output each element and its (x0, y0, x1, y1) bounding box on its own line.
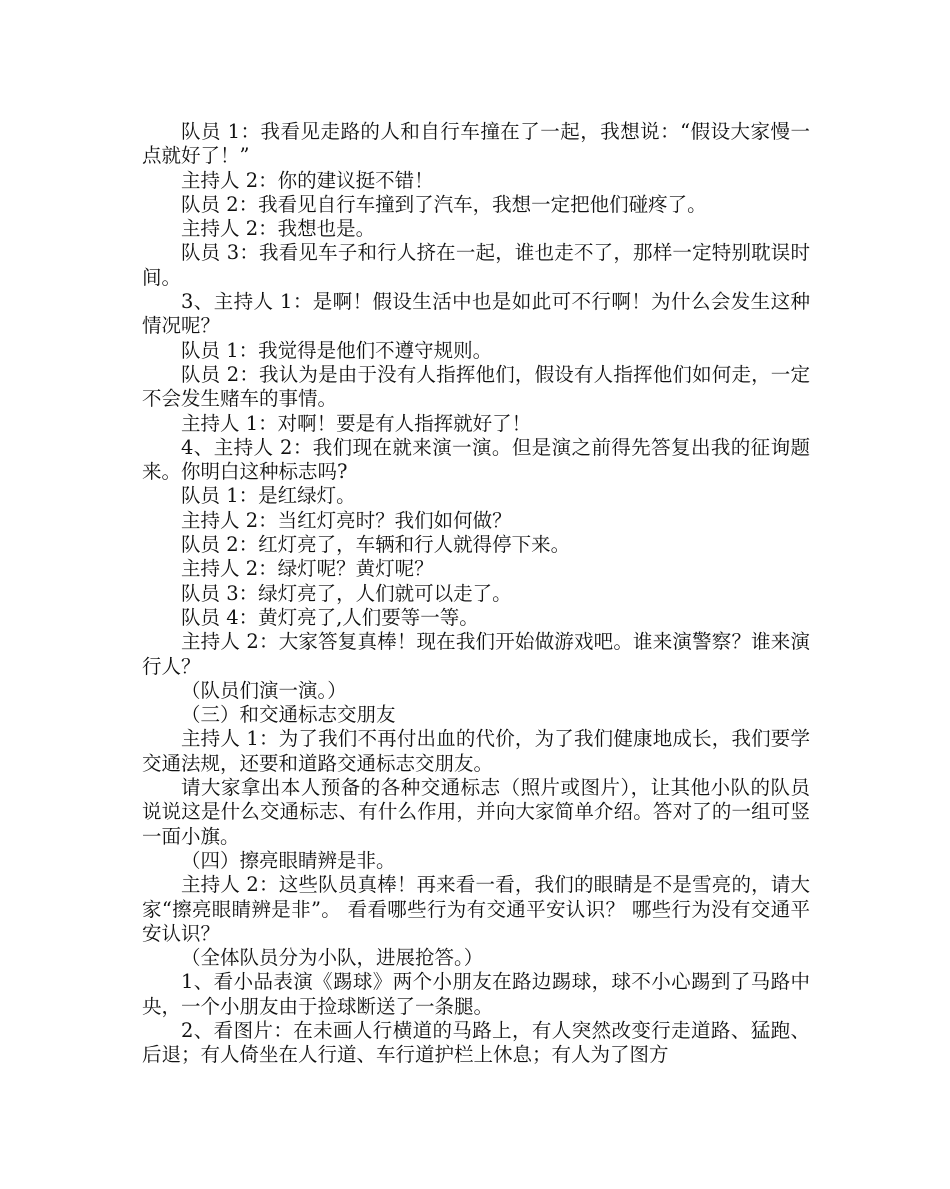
paragraph-14: 主持人 2：绿灯呢？黄灯呢？ (181, 557, 434, 581)
paragraph-20: 主持人 1：为了我们不再付出血的代价，为了我们健康地成长，我们要学交通法规，还要和道路交通标志交朋友。 (142, 727, 810, 775)
paragraph-6: 3、主持人 1：是啊！假设生活中也是如此可不行啊！为什么会发生这种情况呢？ (142, 290, 810, 338)
paragraph-16: 队员 4：黄灯亮了,人们要等一等。 (181, 605, 479, 629)
paragraph-9: 主持人 1：对啊！要是有人指挥就好了！ (181, 411, 532, 435)
paragraph-12: 主持人 2：当红灯亮时？我们如何做？ (181, 508, 512, 532)
paragraph-23: 主持人 2：这些队员真棒！再来看一看，我们的眼睛是不是雪亮的，请大家“擦亮眼睛辨是非”。 看看哪些行为有交通平安认识？ 哪些行为没有交通平安认识？ (142, 873, 810, 945)
paragraph-3: 队员 2：我看见自行车撞到了汽车，我想一定把他们碰疼了。 (181, 192, 707, 216)
paragraph-8: 队员 2：我认为是由于没有人指挥他们，假设有人指挥他们如何走，一定不会发生赌车的事情。 (142, 362, 810, 411)
paragraph-15: 队员 3：绿灯亮了，人们就可以走了。 (181, 581, 512, 605)
paragraph-5: 队员 3：我看见车子和行人挤在一起，谁也走不了，那样一定特别耽误时间。 (142, 241, 810, 289)
paragraph-18: （队员们演一演。） (181, 678, 347, 702)
document-page (142, 120, 810, 1068)
paragraph-26: 2、看图片：在未画人行横道的马路上，有人突然改变行走道路、猛跑、后退；有人倚坐在人行道、车行道护栏上休息；有人为了图方 (142, 1018, 810, 1067)
paragraph-10: 4、主持人 2：我们现在就来演一演。但是演之前得先答复出我的征询题来。你明白这种标志吗? (142, 435, 810, 484)
paragraph-25: 1、看小品表演《踢球》两个小朋友在路边踢球，球不小心踢到了马路中央，一个小朋友由于捡球断送了一条腿。 (142, 970, 810, 1018)
paragraph-7: 队员 1：我觉得是他们不遵守规则。 (181, 338, 493, 362)
paragraph-13: 队员 2：红灯亮了，车辆和行人就得停下来。 (181, 533, 571, 557)
paragraph-2: 主持人 2：你的建议挺不错！ (181, 168, 434, 192)
paragraph-11: 队员 1：是红绿灯。 (181, 484, 356, 508)
paragraph-17: 主持人 2：大家答复真棒！现在我们开始做游戏吧。谁来演警察？谁来演行人？ (142, 630, 810, 678)
paragraph-21: 请大家拿出本人预备的各种交通标志（照片或图片），让其他小队的队员说说这是什么交通标志、有什么作用，并向大家简单介绍。答对了的一组可竖一面小旗。 (142, 776, 810, 848)
paragraph-1: 队员 1：我看见走路的人和自行车撞在了一起，我想说：“假设大家慢一点就好了！” (142, 120, 810, 168)
section-heading-4: （四）擦亮眼睛辨是非。 (181, 848, 396, 872)
section-heading-3: （三）和交通标志交朋友 (181, 703, 396, 727)
paragraph-24: （全体队员分为小队，进展抢答。） (181, 946, 484, 970)
paragraph-4: 主持人 2：我想也是。 (181, 217, 376, 241)
